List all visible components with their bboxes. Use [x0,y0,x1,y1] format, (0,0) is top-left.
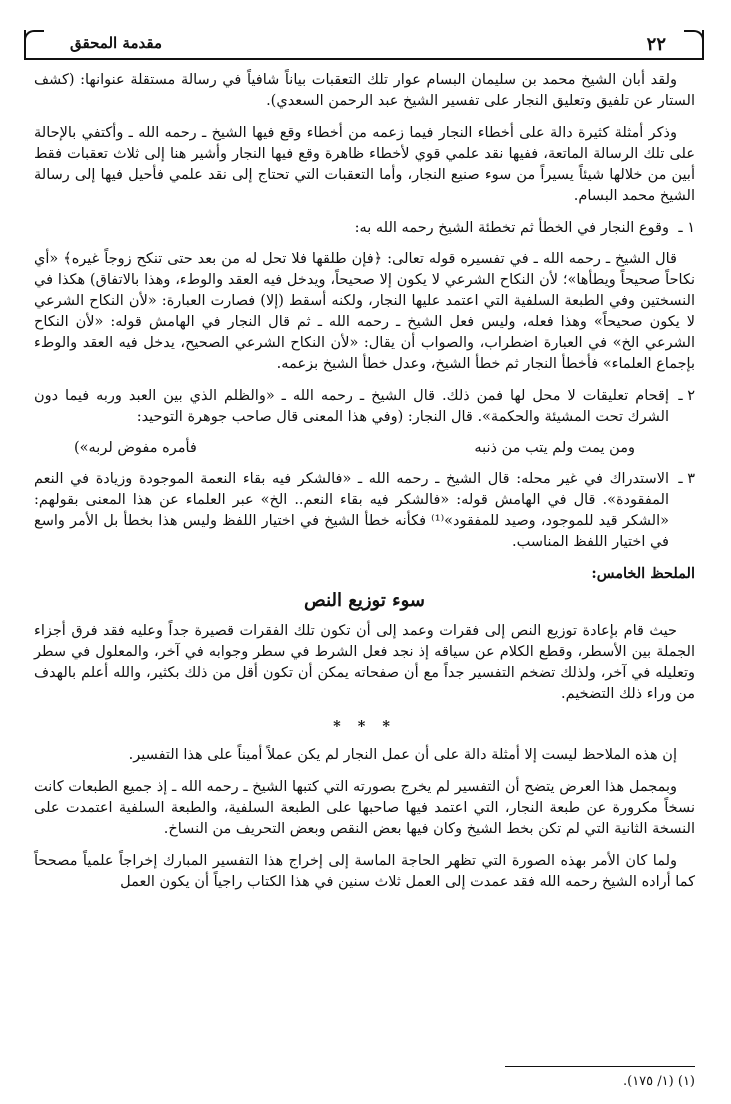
verse-first-half: ومن يمت ولم يتب من ذنبه [474,440,635,456]
list-item-3 [34,469,695,553]
footnote-rule [505,1066,695,1067]
list-item-1 [34,218,695,239]
item-heading: وقوع النجار في الخطأ ثم تخطئة الشيخ رحمه الله به: [354,220,669,236]
page-body [34,70,695,904]
paragraph-1: ولقد أبان الشيخ محمد بن سليمان البسام عوار تلك التعقبات بياناً شافياً في رسالة مستقلة عنوانها: (كشف الستار عن تلفيق وتعليق النجار على تفسير الشيخ عبد الرحمن السعدي). [34,72,695,109]
verse [34,438,695,459]
item-number: ٣ ـ [678,471,695,487]
item-number: ١ ـ [678,220,695,236]
paragraph-5: وبمجمل هذا العرض يتضح أن التفسير لم يخرج بصورته التي كتبها الشيخ ـ رحمه الله ـ إذ جميع الطبعات كانت نسخاً مكرورة عن طبعة النجار، التي اعتمد فيها صاحبها على الطبعة السلفية، والطبعة السلفية اعتمدت على النسخة الثانية التي لم تكن بخط الشيخ وكان فيها بعض النقص وبعض التحريف من النساخ. [34,779,695,837]
section-title: سوء توزيع النص [304,590,425,611]
page-header [24,30,704,60]
paragraph-2: وذكر أمثلة كثيرة دالة على أخطاء النجار فيما زعمه من أخطاء وقع فيها الشيخ ـ رحمه الله ـ وأكتفي بالإحالة على تلك الرسالة الماتعة، ففيها نقد علمي قوي لأخطاء ظاهرة وقع فيها النجار وأشير هنا إلى ثلاث تعقبات فقط أبين من خلالها شيئاً يسيراً من سوء صنيع النجار، وأما التعقبات التي تحتاج إلى نقد علمي فأحيل فيها إلى رسالة الشيخ محمد البسام. [34,125,695,204]
verse-second-half: فأمره مفوض لربه») [74,440,197,456]
paragraph-3: حيث قام بإعادة توزيع النص إلى فقرات وعمد إلى أن تكون تلك الفقرات قصيرة جداً وعليه فقد فرق أجزاء الجملة بين الأسطر، وقطع الكلام عن سياقه إذ نجد فعل الشرط في سطر وجوابه في آخر، والمعلول في سطر وتعليله في آخر، ولذلك تضخم التفسير جداً مع أن صفحاته يمكن أن تكون أقل من ذلك بكثير، والله أعلم بالهدف من وراء ذلك التضخيم. [34,623,695,702]
page-number: ٢٢ [646,34,666,55]
section-label: الملحظ الخامس: [591,565,695,582]
running-title: مقدمة المحقق [70,34,162,52]
footnote: (١) (١/ ١٧٥). [622,1074,695,1089]
item-1-text: قال الشيخ ـ رحمه الله ـ في تفسيره قوله تعالى: ﴿فإن طلقها فلا تحل له من بعد حتى تنكح زوجاً غيره﴾ «أي نكاحاً صحيحاً ويطأها»؛ لأن النكاح الشرعي لا يكون إلا صحيحاً، ويدخل فيه العقد والوطء، وهذا بالاتفاق) هكذا في النسختين وفي الطبعة السلفية التي اعتمد عليها النجار، ولكنه أسقط (إلا) فصارت العبارة: «لأن النكاح الشرعي لا يكون صحيحاً» وهذا فعله، وليس فعل الشيخ ـ رحمه الله ـ ثم قال النجار في الهامش قوله: «لأن النكاح الشرعي الخ» في العبارة اضطراب، والصواب أن يقال: «لأن النكاح الشرعي الصحيح، يدخل فيه العقد والوطء بإجماع العلماء» فأخطأ النجار ثم خطأ الشيخ، وعدل خطأ الشيخ بزعمه. [34,251,695,372]
item-text: إقحام تعليقات لا محل لها فمن ذلك. قال الشيخ ـ رحمه الله ـ «والظلم الذي بين العبد وربه فيما دون الشرك تحت المشيئة والحكمة». قال النجار: (وفي هذا المعنى قال صاحب جوهرة التوحيد: [34,388,669,425]
item-number: ٢ ـ [678,388,695,404]
separator-stars: * * * [333,718,396,735]
paragraph-6: ولما كان الأمر بهذه الصورة التي تظهر الحاجة الماسة إلى إخراج هذا التفسير المبارك إخراجاً علمياً مصححاً كما أراده الشيخ رحمه الله فقد عمدت إلى العمل ثلاث سنين في هذا الكتاب راجياً أن يكون العمل [34,853,695,890]
item-text: الاستدراك في غير محله: قال الشيخ ـ رحمه الله ـ «فالشكر فيه بقاء النعمة الموجودة وزيادة في النعم المفقودة». قال في الهامش قوله: «فالشكر فيه بقاء النعم.. الخ» عبر العلماء عن هذا المعنى بقولهم: «الشكر قيد للموجود، وصيد للمفقود»⁽¹⁾ فكأنه خطأ الشيخ في اختيار اللفظ وليس هذا بخطأ بل الأمر واسع في اختيار اللفظ المناسب. [34,471,669,550]
list-item-2 [34,386,695,428]
paragraph-4: إن هذه الملاحظ ليست إلا أمثلة دالة على أن عمل النجار لم يكن عملاً أميناً على هذا التفسير. [128,747,677,763]
